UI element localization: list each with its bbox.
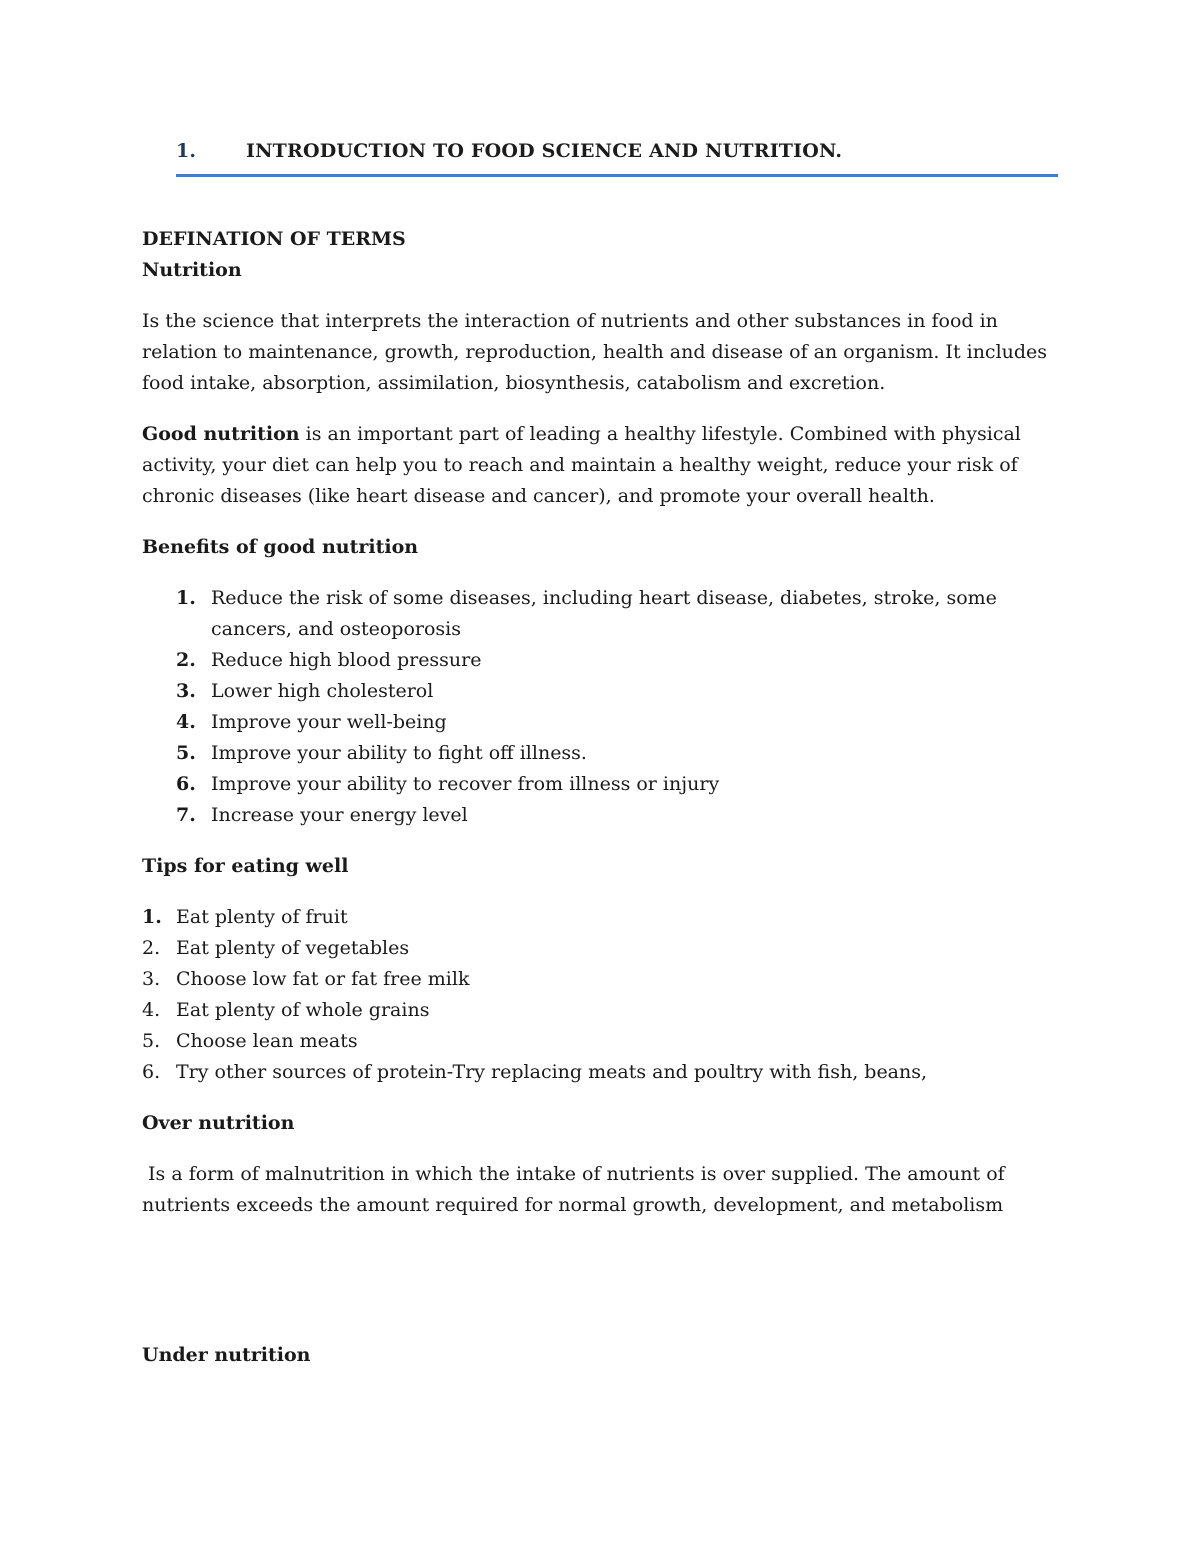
tips-title: Tips for eating well xyxy=(142,855,349,877)
list-item-text: Improve your ability to recover from illness or injury xyxy=(211,773,720,795)
list-item-text: Reduce the risk of some diseases, including heart disease, diabetes, stroke, some cancers, and osteoporosis xyxy=(211,587,997,640)
list-item-text: Eat plenty of whole grains xyxy=(176,999,430,1021)
definitions-title: DEFINATION OF TERMS xyxy=(142,228,406,250)
benefits-list xyxy=(142,583,1072,831)
list-item-text: Reduce high blood pressure xyxy=(211,649,482,671)
list-number: 2. xyxy=(142,937,161,959)
spacer xyxy=(142,563,1072,583)
good-nutrition-term: Good nutrition xyxy=(142,423,300,445)
spacer xyxy=(142,1139,1072,1159)
chapter-heading xyxy=(176,140,1058,177)
list-number: 2. xyxy=(176,649,196,671)
list-item-text: Try other sources of protein-Try replacing meats and poultry with fish, beans, xyxy=(176,1061,928,1083)
list-item xyxy=(142,902,1072,933)
list-item xyxy=(142,1026,1072,1057)
list-number: 4. xyxy=(176,711,196,733)
good-nutrition-text: is an important part of leading a healthy lifestyle. Combined with physical activity, your diet can help you to reach and maintain a healthy weight, reduce your risk of chronic diseases (like heart disease and cancer), and promote your overall health. xyxy=(142,423,1021,507)
list-number: 5. xyxy=(176,742,196,764)
spacer xyxy=(142,1088,1072,1108)
list-item-text: Improve your ability to fight off illness. xyxy=(211,742,587,764)
list-number: 1. xyxy=(142,906,162,928)
list-item-text: Lower high cholesterol xyxy=(211,680,434,702)
list-item xyxy=(142,1057,1072,1088)
list-item-text: Increase your energy level xyxy=(211,804,468,826)
spacer xyxy=(142,831,1072,851)
list-item xyxy=(142,738,1072,769)
list-item xyxy=(142,964,1072,995)
spacer xyxy=(142,399,1072,419)
list-item xyxy=(142,645,1072,676)
heading-underline xyxy=(176,174,1058,177)
spacer xyxy=(142,286,1072,306)
list-item xyxy=(142,676,1072,707)
over-nutrition-definition: Is a form of malnutrition in which the intake of nutrients is over supplied. The amount of nutrients exceeds the amount required for normal growth, development, and metabolism xyxy=(142,1163,1011,1216)
benefits-title: Benefits of good nutrition xyxy=(142,536,419,558)
under-nutrition-title: Under nutrition xyxy=(142,1344,311,1366)
nutrition-label: Nutrition xyxy=(142,259,242,281)
list-item xyxy=(142,933,1072,964)
list-item-text: Eat plenty of vegetables xyxy=(176,937,410,959)
list-item xyxy=(142,800,1072,831)
list-number: 6. xyxy=(142,1061,161,1083)
list-item-text: Eat plenty of fruit xyxy=(176,906,348,928)
list-item xyxy=(142,707,1072,738)
list-number: 7. xyxy=(176,804,196,826)
list-number: 3. xyxy=(142,968,161,990)
over-nutrition-title: Over nutrition xyxy=(142,1112,295,1134)
spacer xyxy=(142,882,1072,902)
list-item xyxy=(142,583,1072,645)
chapter-title: INTRODUCTION TO FOOD SCIENCE AND NUTRITION. xyxy=(246,140,843,162)
list-number: 1. xyxy=(176,587,196,609)
list-number: 6. xyxy=(176,773,196,795)
spacer xyxy=(142,512,1072,532)
list-item-text: Choose lean meats xyxy=(176,1030,358,1052)
list-number: 5. xyxy=(142,1030,161,1052)
nutrition-definition: Is the science that interprets the interaction of nutrients and other substances in food in relation to maintenance, growth, reproduction, health and disease of an organism. It includes food intake, absorption, assimilation, biosynthesis, catabolism and excretion. xyxy=(142,310,1048,394)
chapter-heading-row xyxy=(176,140,1058,172)
good-nutrition-paragraph xyxy=(142,419,1072,512)
list-item xyxy=(142,769,1072,800)
list-item-text: Choose low fat or fat free milk xyxy=(176,968,470,990)
list-item xyxy=(142,995,1072,1026)
document-body xyxy=(142,224,1072,1221)
list-number: 4. xyxy=(142,999,161,1021)
tips-list xyxy=(142,902,1072,1088)
list-item-text: Improve your well-being xyxy=(211,711,447,733)
chapter-number: 1. xyxy=(176,140,197,162)
list-number: 3. xyxy=(176,680,196,702)
